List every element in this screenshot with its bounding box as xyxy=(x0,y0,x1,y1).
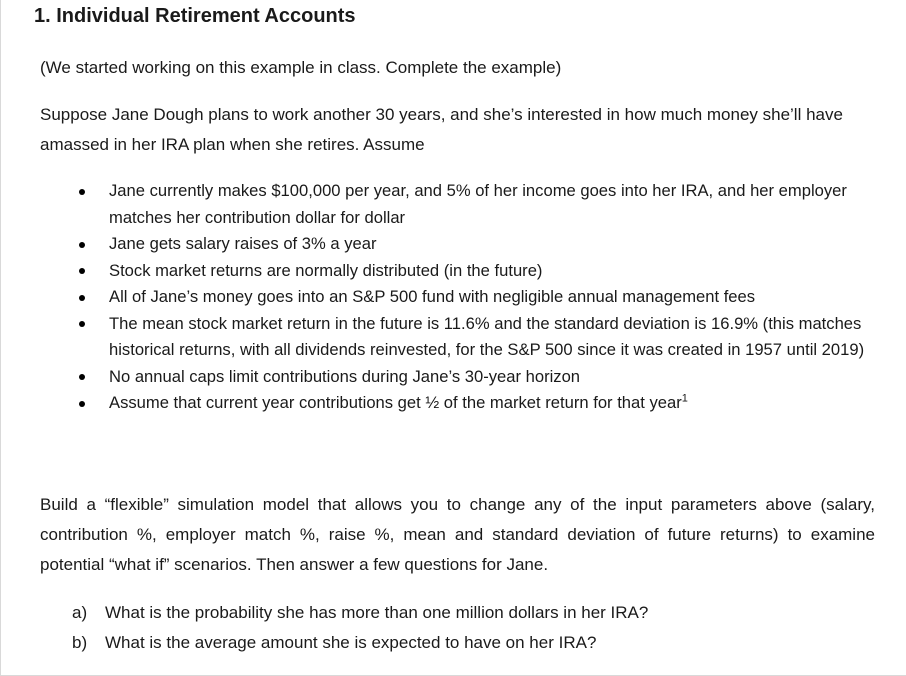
bullet-icon xyxy=(79,374,85,380)
bullet-icon xyxy=(79,268,85,274)
task-paragraph: Build a “flexible” simulation model that allows you to change any of the input parameters above (salary, contribution %, employer match %, raise %, mean and standard deviation of future returns) to examine potential “what if” scenarios. Then answer a few questions for Jane. xyxy=(40,495,875,574)
assumption-item: Assume that current year contributions get ½ of the market return for that year$^1$ xyxy=(1,390,906,417)
question-label: b) xyxy=(72,633,88,652)
assumption-item: Stock market returns are normally distributed (in the future) xyxy=(1,258,906,285)
bullet-icon xyxy=(79,242,85,248)
section-heading: 1. Individual Retirement Accounts xyxy=(34,5,356,27)
questions-list xyxy=(1,598,906,658)
question-text: What is the average amount she is expected to have on her IRA? xyxy=(105,633,597,652)
assumption-item: The mean stock market return in the future is 11.6% and the standard deviation is 16.9% (this matches historical returns, with all dividends reinvested, for the S&P 500 since it was created in 1957 until 2019) xyxy=(1,311,906,364)
assumption-item: All of Jane’s money goes into an S&P 500 fund with negligible annual management fees xyxy=(1,284,906,311)
bullet-icon xyxy=(79,189,85,195)
bullet-icon xyxy=(79,295,85,301)
assumption-item: Jane currently makes $100,000 per year, and 5% of her income goes into her IRA, and her employer matches her contribution dollar for dollar xyxy=(1,178,906,231)
question-item xyxy=(1,628,906,658)
assumption-item: No annual caps limit contributions during Jane’s 30-year horizon xyxy=(1,364,906,391)
footnote-reference[interactable]: 1 xyxy=(681,392,688,405)
intro-note: (We started working on this example in class. Complete the example) xyxy=(40,58,562,77)
assumption-item: Jane gets salary raises of 3% a year xyxy=(1,231,906,258)
setup-paragraph: Suppose Jane Dough plans to work another 30 years, and she’s interested in how much money she’ll have amassed in her IRA plan when she retires. Assume xyxy=(40,105,843,154)
assumptions-list xyxy=(1,178,906,417)
question-item xyxy=(1,598,906,628)
question-label: a) xyxy=(72,603,88,622)
question-text: What is the probability she has more than one million dollars in her IRA? xyxy=(105,603,649,622)
bullet-icon xyxy=(79,401,85,407)
bullet-icon xyxy=(79,321,85,327)
